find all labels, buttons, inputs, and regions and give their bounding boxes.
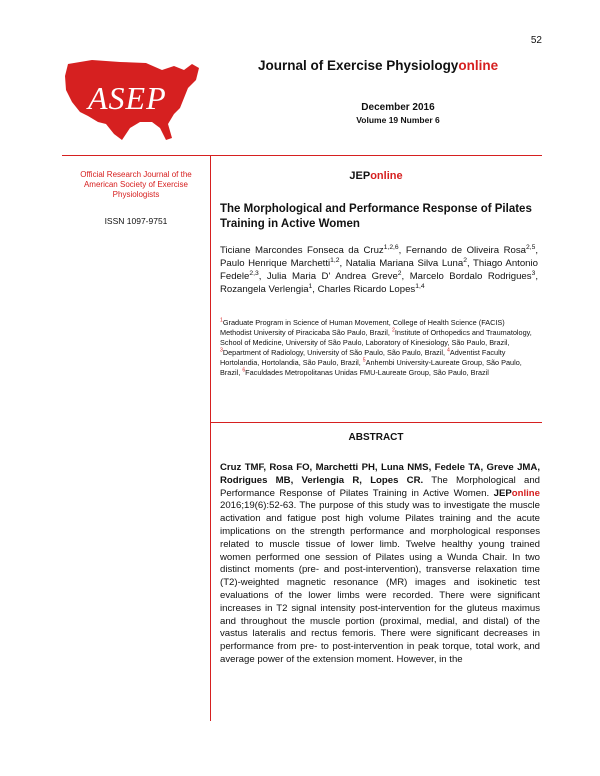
author: Rozangela Verlengia$^1$, bbox=[220, 282, 318, 295]
abstract-divider bbox=[210, 422, 542, 423]
section-heading-online: online bbox=[370, 170, 403, 182]
affiliation: $^4$Adventist Faculty Hortolandia, Hortolandia, São Paulo, Brazil, bbox=[220, 347, 506, 367]
journal-title-main: Journal of Exercise Physiology bbox=[258, 58, 459, 73]
issn: ISSN 1097-9751 bbox=[104, 216, 168, 226]
abstract-citation-jep: JEP bbox=[493, 487, 512, 499]
author: Charles Ricardo Lopes$^{1,4}$ bbox=[317, 282, 425, 295]
header-divider bbox=[62, 155, 542, 156]
abstract-citation-authors: Cruz TMF, Rosa FO, Marchetti PH, Luna NMS, Fedele TA, Greve JMA, Rodrigues MB, Verlengia R, Lopes CR. bbox=[220, 462, 540, 486]
abstract-citation-online: online bbox=[511, 487, 540, 499]
abstract-text: The purpose of this study was to investigate the muscle activation and fatigue post high volume Pilates training and the acute implications on the strength performance and morphological responses related to muscle tissue of lower limb. Twelve healthy young trained women performed one session of Pilates using a Wunda Chair. In two distinct moments (pre- and post-intervention), transverse relaxation time (T2)-weighted magnetic resonance (MR) images and isokinetic test evaluations of the lower limbs were recorded. There were significant increases in T2 signal intensity post-intervention for the gluteus maximus and throughout the muscle portion (proximal, medial, and distal) of the vastus lateralis and rectus femoris. There were significant decreases in performance from pre- to post-intervention in peak torque, total work, and average power of the extension moment. However, in the bbox=[220, 500, 540, 665]
article-title: The Morphological and Performance Response of Pilates Training in Active Women bbox=[220, 203, 532, 230]
affiliation: $^2$Institute of Orthopedics and Traumatology, School of Medicine, University of São Paulo, Laboratory of Kinesiology, São Paulo, Brazil, bbox=[220, 327, 532, 347]
section-heading-jep: JEP bbox=[349, 170, 371, 182]
abstract-body bbox=[220, 462, 540, 667]
affiliations bbox=[220, 318, 538, 378]
journal-title-online: online bbox=[458, 58, 499, 73]
issue-info bbox=[318, 102, 478, 126]
abstract-citation-ref: 2016;19(6):52-63. bbox=[220, 500, 297, 512]
issue-volume: Volume 19 Number 6 bbox=[356, 115, 440, 125]
author: Julia Maria D' Andrea Greve$^2$, bbox=[266, 269, 410, 282]
section-heading bbox=[210, 170, 542, 182]
asep-logo bbox=[62, 50, 202, 146]
author-list bbox=[220, 244, 538, 296]
affiliation: $^6$Faculdades Metropolitanas Unidas FMU-Laureate Group, São Paulo, Brazil bbox=[242, 367, 489, 377]
author: Paulo Henrique Marchetti$^{1,2}$, bbox=[220, 256, 346, 269]
author: Natalia Mariana Silva Luna$^2$, bbox=[345, 256, 474, 269]
abstract-citation-title: The Morphological and Performance Response of Pilates Training in Active Women. bbox=[220, 474, 540, 499]
affiliation: $^1$Graduate Program in Science of Human Movement, College of Health Science (FACIS) Methodist University of Piracicaba São Paulo, Brazil, bbox=[220, 317, 505, 337]
issue-date: December 2016 bbox=[361, 102, 435, 113]
journal-title bbox=[258, 58, 498, 73]
official-journal-text: Official Research Journal of the American Society of Exercise Physiologists bbox=[80, 170, 192, 199]
affiliation: $^5$Anhembi University-Laureate Group, São Paulo, Brazil, bbox=[220, 357, 522, 377]
abstract-heading: ABSTRACT bbox=[348, 432, 404, 443]
author: Thiago Antonio Fedele$^{2,3}$, bbox=[220, 258, 538, 282]
logo-text: ASEP bbox=[88, 80, 167, 116]
affiliation: $^3$Department of Radiology, University of São Paulo, São Paulo, Brazil, bbox=[220, 347, 447, 357]
author: Ticiane Marcondes Fonseca da Cruz$^{1,2,6}$, bbox=[220, 243, 406, 256]
author: Marcelo Bordalo Rodrigues$^3$, bbox=[409, 269, 538, 282]
author: Fernando de Oliveira Rosa$^{2,5}$, bbox=[405, 243, 538, 256]
page-number: 52 bbox=[530, 35, 542, 46]
